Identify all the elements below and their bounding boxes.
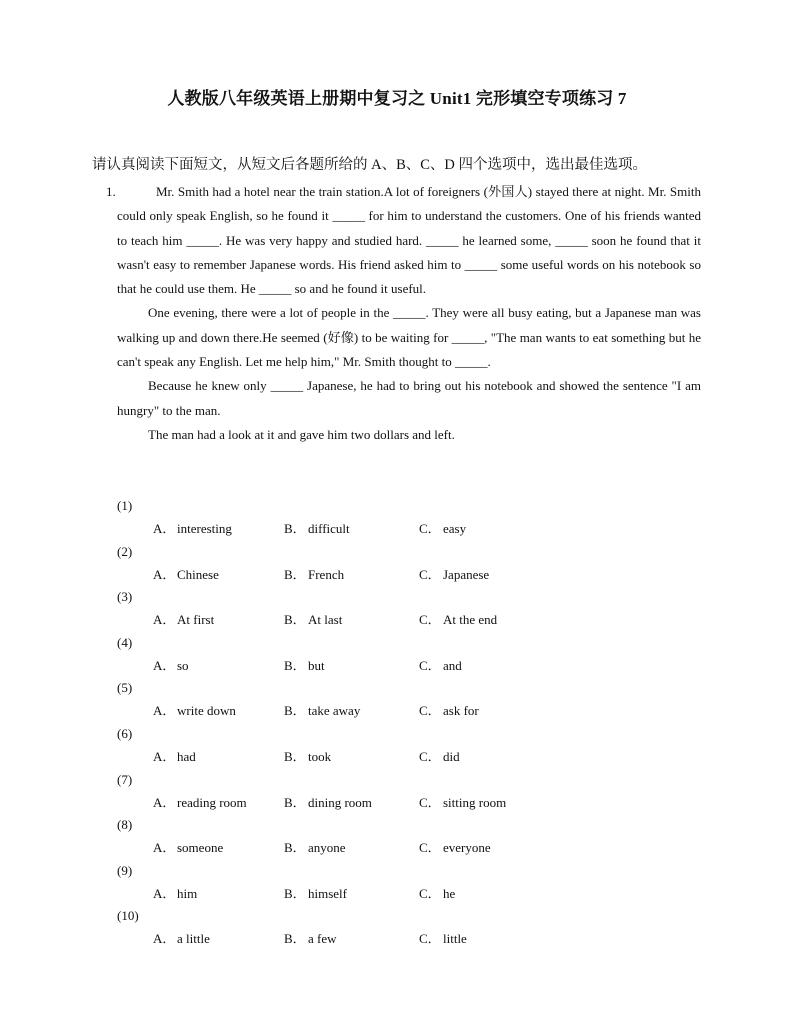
option-c[interactable] (419, 701, 479, 721)
question-item (117, 678, 717, 724)
option-a[interactable] (153, 747, 196, 767)
option-text: ask for (443, 703, 479, 719)
question-number: (2) (117, 543, 133, 559)
option-text: someone (177, 840, 224, 856)
option-letter: C． (419, 794, 441, 810)
option-b[interactable] (284, 929, 337, 949)
option-text: sitting room (443, 794, 507, 810)
option-letter: A． (153, 521, 176, 536)
option-text: difficult (308, 521, 350, 536)
question-number: (5) (117, 680, 133, 696)
question-number: 1. (106, 184, 116, 199)
option-text: anyone (308, 840, 346, 856)
question-number: (3) (117, 589, 133, 605)
option-letter: B． (284, 931, 306, 947)
option-letter: B． (284, 794, 306, 810)
option-letter: B． (284, 612, 306, 628)
option-text: himself (308, 885, 347, 901)
option-b[interactable] (284, 565, 344, 585)
option-b[interactable] (284, 747, 331, 767)
option-text: a few (308, 931, 337, 947)
option-c[interactable] (419, 656, 462, 676)
option-a[interactable] (153, 701, 236, 721)
option-letter: B． (284, 748, 306, 764)
option-letter: A． (153, 794, 176, 810)
option-text: At last (308, 612, 343, 628)
option-text: a little (177, 931, 210, 947)
option-text: took (308, 748, 332, 764)
option-text: At first (177, 612, 215, 628)
option-letter: C． (419, 931, 441, 947)
passage-paragraph: Mr. Smith had a hotel near the train station.A lot of foreigners (外国人) stayed there at night. Mr. Smith could only speak English, so he found it _____ for him to understand the customers. One of his friends wanted to teach him _____. He was very happy and studied hard. _____ he learned some, _____ soon he found that it wasn't easy to remember Japanese words. His friend asked him to _____ some useful words on his notebook so that he could use them. He _____ so and he found it useful. (117, 184, 701, 297)
option-letter: A． (153, 840, 176, 856)
option-b[interactable] (284, 884, 347, 904)
option-letter: B． (284, 840, 306, 856)
page-title: 人教版八年级英语上册期中复习之 Unit1 完形填空专项练习 7 (167, 89, 627, 108)
option-b[interactable] (284, 610, 342, 630)
passage-paragraph: The man had a look at it and gave him two dollars and left. (148, 426, 455, 442)
option-a[interactable] (153, 610, 214, 630)
option-c[interactable] (419, 747, 460, 767)
option-a[interactable] (153, 929, 210, 949)
option-c[interactable] (419, 793, 506, 813)
option-c[interactable] (419, 519, 466, 539)
option-text: had (177, 748, 196, 764)
question-item (117, 724, 717, 770)
option-letter: B． (284, 521, 306, 536)
passage-paragraph: Because he knew only _____ Japanese, he had to bring out his notebook and showed the sentence "I am hungry" to the man. (117, 378, 701, 418)
question-item (117, 496, 717, 542)
option-text: dining room (308, 794, 372, 810)
question-number: (9) (117, 862, 133, 878)
question-item (117, 861, 717, 907)
option-text: and (443, 657, 462, 673)
option-text: him (177, 885, 198, 901)
option-letter: C． (419, 521, 441, 536)
option-b[interactable] (284, 656, 325, 676)
option-a[interactable] (153, 884, 197, 904)
option-c[interactable] (419, 838, 491, 858)
option-letter: A． (153, 566, 176, 582)
option-letter: B． (284, 657, 306, 673)
instruction-text: 请认真阅读下面短文，从短文后各题所给的 A、B、C、D 四个选项中，选出最佳选项。 (92, 157, 648, 173)
option-text: take away (308, 703, 361, 719)
option-letter: C． (419, 840, 441, 856)
option-b[interactable] (284, 519, 350, 539)
option-c[interactable] (419, 565, 489, 585)
option-c[interactable] (419, 884, 455, 904)
option-text: write down (177, 703, 236, 719)
option-text: he (443, 885, 456, 901)
option-text: so (177, 657, 189, 673)
option-text: reading room (177, 794, 247, 810)
question-number: (1) (117, 498, 133, 513)
option-a[interactable] (153, 565, 219, 585)
question-number: (10) (117, 908, 139, 924)
passage (106, 180, 702, 447)
option-letter: C． (419, 612, 441, 628)
question-number: (4) (117, 634, 133, 650)
option-letter: A． (153, 703, 176, 719)
option-text: did (443, 748, 460, 764)
option-text: but (308, 657, 325, 673)
question-number: (8) (117, 817, 133, 833)
option-letter: C． (419, 657, 441, 673)
option-letter: A． (153, 931, 176, 947)
option-letter: C． (419, 566, 441, 582)
option-letter: A． (153, 748, 176, 764)
question-number: (6) (117, 725, 133, 741)
option-text: everyone (443, 840, 491, 856)
option-letter: A． (153, 885, 176, 901)
option-b[interactable] (284, 701, 360, 721)
option-b[interactable] (284, 838, 346, 858)
option-b[interactable] (284, 793, 372, 813)
option-letter: B． (284, 703, 306, 719)
options-list (117, 496, 717, 952)
question-item (117, 770, 717, 816)
question-item (117, 542, 717, 588)
option-letter: C． (419, 885, 441, 901)
question-number: (7) (117, 771, 133, 787)
option-text: little (443, 931, 467, 947)
option-a[interactable] (153, 656, 189, 676)
question-item (117, 633, 717, 679)
passage-paragraph: One evening, there were a lot of people in the _____. They were all busy eating, but a Japanese man was walking up and down there.He seemed (好像) to be waiting for _____, "The man wants to eat something but he can't speak any English. Let me help him," Mr. Smith thought to _____. (117, 305, 702, 370)
question-item (117, 906, 717, 952)
option-letter: B． (284, 885, 306, 901)
option-letter: B． (284, 566, 306, 582)
option-text: easy (443, 521, 467, 536)
option-c[interactable] (419, 610, 497, 630)
option-text: French (308, 566, 345, 582)
option-letter: C． (419, 703, 441, 719)
option-text: Chinese (177, 566, 219, 582)
option-a[interactable] (153, 793, 247, 813)
option-c[interactable] (419, 929, 467, 949)
option-text: Japanese (443, 566, 490, 582)
option-text: interesting (177, 521, 232, 536)
question-item (117, 815, 717, 861)
option-letter: C． (419, 748, 441, 764)
option-a[interactable] (153, 519, 232, 539)
option-text: At the end (443, 612, 498, 628)
option-a[interactable] (153, 838, 223, 858)
option-letter: A． (153, 612, 176, 628)
question-item (117, 587, 717, 633)
option-letter: A． (153, 657, 176, 673)
